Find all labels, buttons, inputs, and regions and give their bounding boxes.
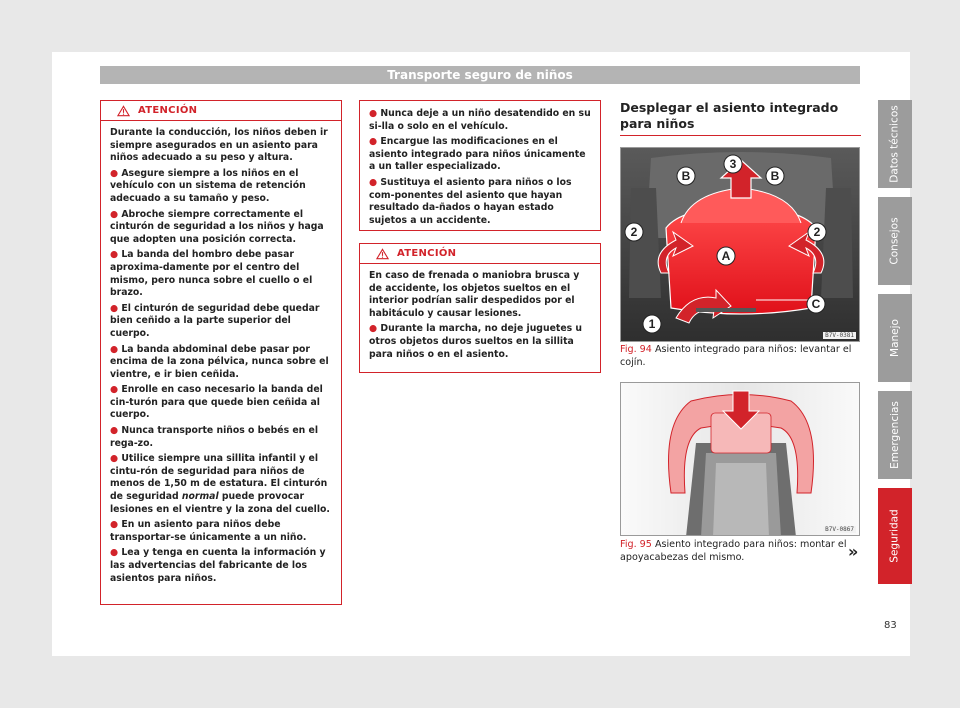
figure-code: B7V-0381 — [825, 332, 854, 339]
warning-bullet: ● Asegure siempre a los niños en el vehículo con un sistema de retención adecuado a su tamaño y peso. — [110, 167, 306, 204]
warning-bullet: ● Sustituya el asiento para niños o los com-ponentes del asiento que hayan resultado da-ñados o hayan estado sujetos a un accidente. — [369, 176, 572, 226]
warning-bullet: ● Enrolle en caso necesario la banda del cin-turón para que quede bien ceñida al cuerpo. — [110, 384, 323, 421]
section-title: Desplegar el asiento integrado para niños — [620, 100, 839, 131]
warning-icon — [376, 248, 389, 260]
warning-body — [360, 264, 600, 370]
callout-1: 1 — [648, 317, 656, 331]
tab-emergencias[interactable]: Emergencias — [878, 391, 912, 479]
callout-2-right: 2 — [813, 225, 821, 239]
headrest-illustration — [621, 383, 860, 536]
warning-bullet: ● Abroche siempre correctamente el cinturón de seguridad a los niños y haga que adopten una posición correcta. — [110, 208, 324, 245]
figure-label: Fig. 95 — [620, 539, 652, 550]
callout-c: C — [811, 297, 821, 311]
warning-bullet: ● Lea y tenga en cuenta la información y las advertencias del fabricante de los asientos para niños. — [110, 547, 326, 584]
figure-text: Asiento integrado para niños: montar el apoyacabezas del mismo. — [620, 539, 847, 563]
warning-header — [101, 101, 341, 121]
warning-bullet: ● Nunca deje a un niño desatendido en su si-lla o solo en el vehículo. — [369, 108, 591, 132]
warning-bullet: ● La banda del hombro debe pasar aproxima-damente por el centro del mismo, pero nunca sobre el cuello o el brazo. — [110, 249, 313, 299]
warning-header — [360, 244, 600, 264]
tab-consejos[interactable]: Consejos — [878, 197, 912, 285]
figure-94 — [620, 147, 860, 342]
callout-3: 3 — [729, 157, 737, 171]
warning-bullet: ● Durante la marcha, no deje juguetes u otros objetos duros sueltos en la sillita para niños o en el asiento. — [369, 323, 583, 360]
tab-seguridad[interactable]: Seguridad — [878, 488, 912, 584]
callout-a: A — [721, 249, 731, 263]
warning-icon — [117, 105, 130, 117]
warning-intro: En caso de frenada o maniobra brusca y de accidente, los objetos sueltos en el interior podrían salir despedidos por el habitáculo y causar lesiones. — [369, 270, 580, 319]
child-seat-cushion-illustration — [621, 148, 860, 342]
figure-code: B7V-0867 — [825, 526, 854, 533]
warning-box-1 — [100, 100, 342, 605]
warning-bullet: ● En un asiento para niños debe transportar-se únicamente a un niño. — [110, 519, 307, 543]
warning-body — [360, 101, 600, 236]
warning-bullet: ● La banda abdominal debe pasar por encima de la zona pélvica, nunca sobre el vientre, e ir bien ceñida. — [110, 343, 329, 380]
page-number: 83 — [884, 620, 897, 631]
tab-manejo[interactable]: Manejo — [878, 294, 912, 382]
figure-95 — [620, 382, 860, 536]
warning-box-2 — [359, 243, 601, 373]
warning-intro: Durante la conducción, los niños deben ir siempre asegurados en un asiento para niños adecuado a su peso y altura. — [110, 127, 328, 164]
warning-bullet: ● Encargue las modificaciones en el asiento integrado para niños únicamente a un taller especializado. — [369, 136, 586, 173]
figure-label: Fig. 94 — [620, 344, 652, 355]
section-rule — [620, 135, 861, 136]
figure-text: Asiento integrado para niños: levantar el cojín. — [620, 344, 852, 368]
page-header: Transporte seguro de niños — [100, 66, 860, 84]
tab-datos-tecnicos[interactable]: Datos técnicos — [878, 100, 912, 188]
callout-b-right: B — [770, 169, 780, 183]
warning-label: ATENCIÓN — [138, 105, 198, 116]
warning-box-continued — [359, 100, 601, 231]
warning-body — [101, 121, 341, 594]
warning-bullet: ● Utilice siempre una sillita infantil y el cintu-rón de seguridad para niños de menos de 1,50 m de estatura. El cinturón de seguridad normal puede provocar lesiones en el vientre y la zona del cuello. — [110, 453, 330, 515]
warning-bullet: ● El cinturón de seguridad debe quedar bien ceñido a la parte superior del cuerpo. — [110, 302, 320, 339]
callout-2-left: 2 — [630, 225, 638, 239]
warning-bullet: ● Nunca transporte niños o bebés en el rega-zo. — [110, 425, 319, 449]
figure-95-caption — [620, 539, 852, 564]
continue-mark: » — [848, 542, 859, 561]
callout-b-left: B — [681, 169, 691, 183]
figure-94-caption — [620, 344, 860, 369]
warning-label: ATENCIÓN — [397, 248, 457, 259]
